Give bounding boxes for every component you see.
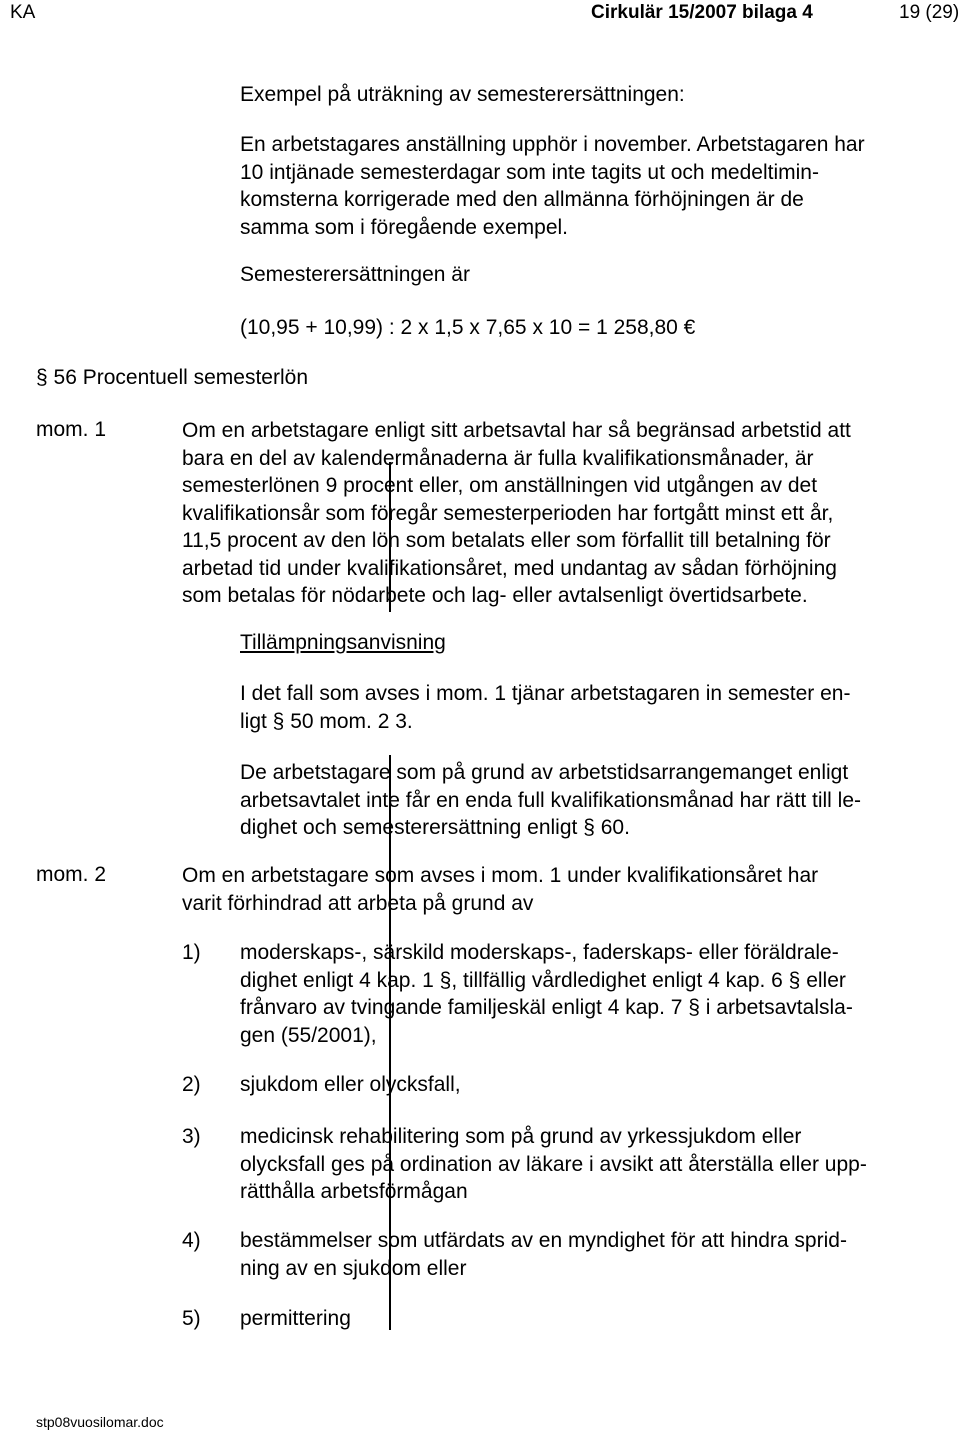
list-item-number: 4)	[182, 1229, 201, 1252]
mom1-line: semesterlönen 9 procent eller, om anställningen vid utgången av det	[182, 474, 818, 497]
list-item-line: olycksfall ges på ordination av läkare i avsikt att återställa eller upp-	[240, 1152, 867, 1176]
list-item-line: medicinsk rehabilitering som på grund av yrkessjukdom eller	[240, 1125, 802, 1148]
mom1-line: bara en del av kalendermånaderna är fulla kvalifikationsmånader, är	[182, 446, 814, 470]
list-item-line: gen (55/2001),	[240, 1023, 377, 1047]
mom2-line: varit förhindrad att arbeta på grund av	[182, 891, 534, 915]
example-heading: Exempel på uträkning av semesterersättningen:	[240, 83, 685, 106]
guideline-line: arbetsavtalet inte får en enda full kvalifikationsmånad har rätt till le-	[240, 788, 861, 812]
result-formula: (10,95 + 10,99) : 2 x 1,5 x 7,65 x 10 = 1 258,80 €	[240, 316, 696, 339]
list-item-number: 3)	[182, 1125, 201, 1148]
list-item-line: frånvaro av tvingande familjeskäl enligt 4 kap. 7 § i arbetsavtalsla-	[240, 996, 853, 1019]
mom1-paragraph	[182, 417, 940, 610]
list-item-text	[240, 939, 940, 1049]
list-item-line: permittering	[240, 1307, 351, 1330]
list-item-number: 1)	[182, 941, 201, 964]
mom1-line: Om en arbetstagare enligt sitt arbetsavtal har så begränsad arbetstid att	[182, 419, 851, 442]
list-item-text	[240, 1305, 940, 1333]
list-item-text	[240, 1123, 940, 1206]
example-line: samma som i föregående exempel.	[240, 215, 568, 239]
list-item-line: moderskaps-, särskild moderskaps-, faderskaps- eller föräldrale-	[240, 941, 839, 964]
list-item-line: sjukdom eller olycksfall,	[240, 1073, 461, 1096]
mom1-line: kvalifikationsår som föregår semesterperioden har fortgått minst ett år,	[182, 501, 834, 525]
header-title: Cirkulär 15/2007 bilaga 4	[591, 2, 813, 23]
mom2-intro	[182, 862, 940, 917]
list-item-line: dighet enligt 4 kap. 1 §, tillfällig vårdledighet enligt 4 kap. 6 § eller	[240, 968, 846, 992]
guideline-line: dighet och semesterersättning enligt § 60.	[240, 816, 630, 839]
mom1-line: 11,5 procent av den lön som betalats eller som förfallit till betalning för	[182, 529, 831, 552]
footer-filename: stp08vuosilomar.doc	[36, 1414, 164, 1430]
guideline-paragraph-1	[240, 680, 941, 735]
mom2-label: mom. 2	[36, 863, 107, 886]
mom1-line: arbetad tid under kvalifikationsåret, med undantag av sådan förhöjning	[182, 556, 837, 580]
result-label: Semesterersättningen är	[240, 263, 470, 286]
list-item-line: ning av en sjukdom eller	[240, 1256, 467, 1280]
section-heading	[36, 366, 308, 390]
example-line: 10 intjänade semesterdagar som inte tagits ut och medeltimin-	[240, 160, 819, 184]
guideline-line: De arbetstagare som på grund av arbetstidsarrangemanget enligt	[240, 761, 849, 784]
guideline-line: ligt § 50 mom. 2 3.	[240, 709, 413, 733]
header-left: KA	[10, 2, 36, 23]
mom1-label: mom. 1	[36, 418, 107, 441]
example-paragraph	[240, 131, 941, 241]
section-symbol: §	[36, 366, 48, 389]
guideline-heading: Tillämpningsanvisning	[240, 631, 446, 654]
list-item-line: rätthålla arbetsförmågan	[240, 1180, 468, 1203]
list-item-text	[240, 1227, 940, 1282]
mom2-line: Om en arbetstagare som avses i mom. 1 under kvalifikationsåret har	[182, 864, 819, 887]
guideline-paragraph-2	[240, 759, 941, 842]
mom1-line: som betalas för nödarbete och lag- eller avtalsenligt övertidsarbete.	[182, 584, 808, 607]
list-item-number: 5)	[182, 1307, 201, 1330]
list-item-line: bestämmelser som utfärdats av en myndighet för att hindra sprid-	[240, 1229, 847, 1252]
example-line: En arbetstagares anställning upphör i november. Arbetstagaren har	[240, 133, 865, 156]
guideline-line: I det fall som avses i mom. 1 tjänar arbetstagaren in semester en-	[240, 682, 851, 705]
section-title: 56 Procentuell semesterlön	[53, 366, 309, 389]
list-item-number: 2)	[182, 1073, 201, 1096]
header-page-number: 19 (29)	[899, 2, 960, 23]
example-line: komsterna korrigerade med den allmänna förhöjningen är de	[240, 188, 804, 211]
list-item-text	[240, 1071, 940, 1099]
